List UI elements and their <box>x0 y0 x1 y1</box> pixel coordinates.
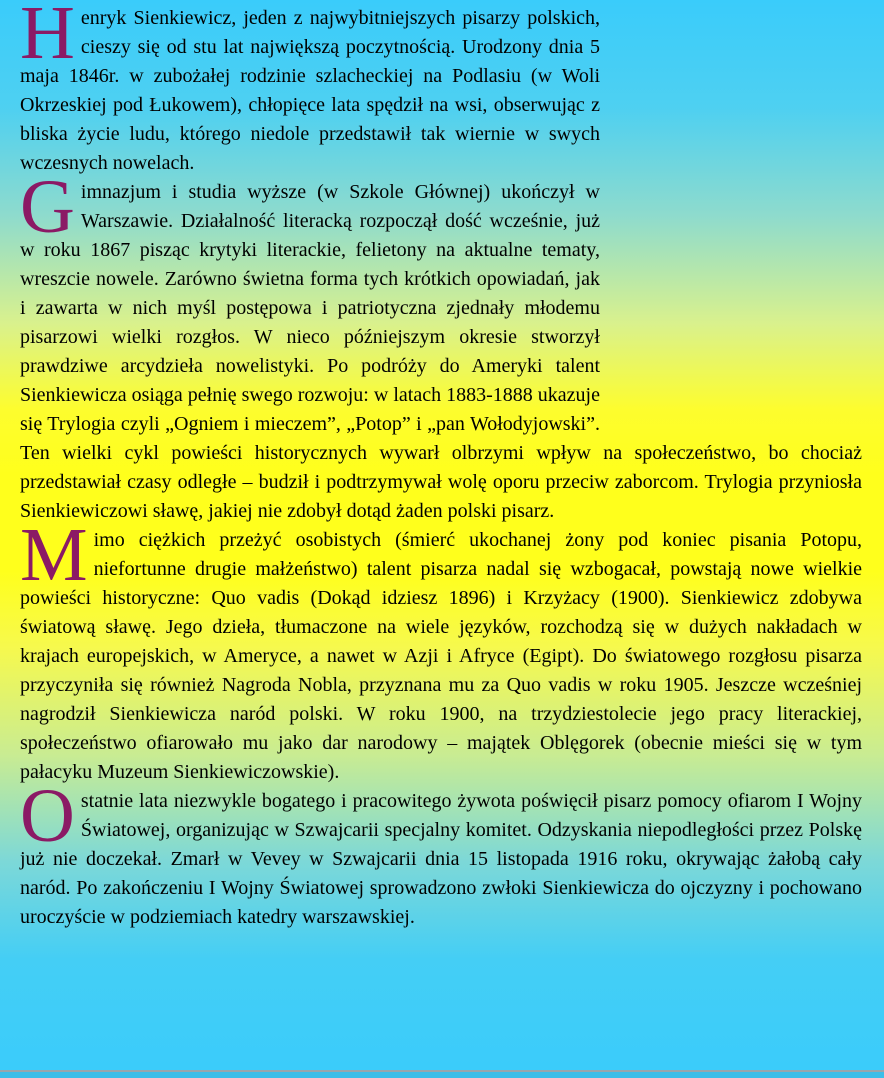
paragraph-final-years <box>20 774 862 932</box>
paragraph-2-text: imnazjum i studia wyższe (w Szkole Głównej) ukończył w Warszawie. Działalność literacką rozpoczął dość wcześnie, już w roku 1867 pisząc krytyki literackie, felietony na aktualne tematy, wreszcie nowele. Zarówno świetna forma tych krótkich opowiadań, jak i zawarta w nich myśl postępowa i patriotyczna zjednały młodemu pisarzowi wielki rozgłos. W nieco późniejszym okresie stworzył prawdziwe arcydzieła nowelistyki. Po podróży do Ameryki talent Sienkiewicza osiąga pełnię swego rozwoju: w latach 1883-1888 ukazuje się Trylogia czyli „Ogniem i mieczem”, „Potop” i „pan Wołodyjowski”. Ten wielki cykl powieści historycznych wywarł olbrzymi wpływ na społeczeństwo, bo chociaż przedstawiał czasy odległe – budził i podtrzymywał wolę oporu przeciw zaborcom. Trylogia przyniosła Sienkiewiczowi sławę, jakiej nie zdobył dotąd żaden polski pisarz. <box>20 181 862 522</box>
dropcap-o: O <box>20 774 75 858</box>
dropcap-g: G <box>20 165 75 249</box>
paragraph-quo-vadis-nobel <box>20 513 862 787</box>
paragraph-1-text: enryk Sienkiewicz, jeden z najwybitniejszych pisarzy polskich, cieszy się od stu lat największą poczytnością. Urodzony dnia 5 maja 1846r. w zubożałej rodzinie szlacheckiej na Podlasiu (w Woli Okrzeskiej pod Łukowem), chłopięce lata spędził na wsi, obserwując z bliska życie ludu, którego niedole przedstawił tak wiernie w swych wczesnych nowelach. <box>20 7 600 174</box>
paragraph-3-text: imo ciężkich przeżyć osobistych (śmierć ukochanej żony pod koniec pisania Potopu, niefortunne drugie małżeństwo) talent pisarza nadal się wzbogacał, powstają nowe wielkie powieści historyczne: Quo vadis (Dokąd idziesz 1896) i Krzyżacy (1900). Sienkiewicz zdobywa światową sławę. Jego dzieła, tłumaczone na wiele języków, rozchodzą się w dużych nakładach w krajach europejskich, w Ameryce, a nawet w Azji i Afryce (Egipt). Do światowego rozgłosu pisarza przyczyniła się również Nagroda Nobla, przyznana mu za Quo vadis w roku 1905. Jeszcze wcześniej nagrodził Sienkiewicza naród polski. W roku 1900, na trzydziestolecie jego pracy literackiej, społeczeństwo ofiarowało mu jako dar narodowy – majątek Oblęgorek (obecnie mieści się w tym pałacyku Muzeum Sienkiewiczowskie). <box>20 529 862 783</box>
wrap-spacer-right <box>600 4 862 436</box>
dropcap-m: M <box>20 513 88 597</box>
paragraph-4-text: statnie lata niezwykle bogatego i pracowitego żywota poświęcił pisarz pomocy ofiarom I Wojny Światowej, organizując w Szwajcarii specjalny komitet. Odzyskania niepodległości przez Polskę już nie doczekał. Zmarł w Vevey w Szwajcarii dnia 15 listopada 1916 roku, okrywając żałobą cały naród. Po zakończeniu I Wojny Światowej sprowadzono zwłoki Sienkiewicza do ojczyzny i pochowano uroczyście w podziemiach katedry warszawskiej. <box>20 790 862 928</box>
bottom-edge-line <box>0 1070 884 1078</box>
dropcap-h: H <box>20 0 75 75</box>
